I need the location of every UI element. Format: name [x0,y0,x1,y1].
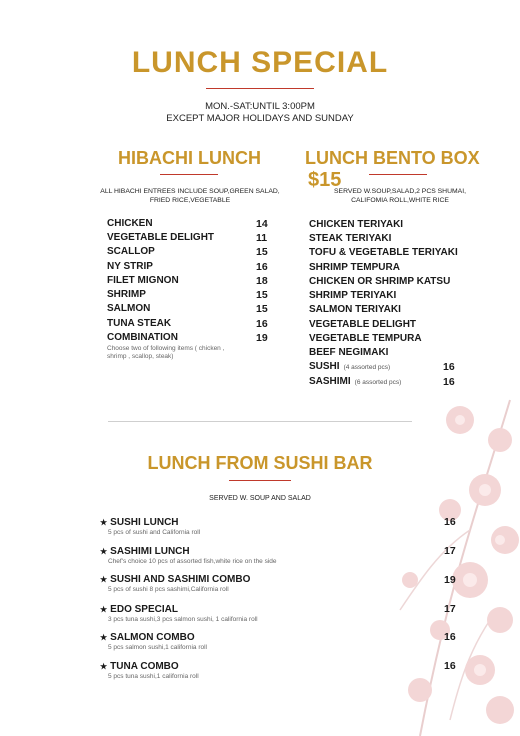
sushi-bar-item-name [100,546,190,557]
hours-line-1: MON.-SAT:UNTIL 3:00PM [205,101,315,112]
star-icon: ★ [100,662,108,671]
sushi-bar-item-name [100,574,250,585]
bento-item: CHICKEN TERIYAKI [309,219,404,230]
sushi-bar-underline [229,480,291,481]
sushi-bar-item-price: 17 [444,545,456,557]
hibachi-item-price: 11 [256,232,268,244]
sushi-bar-item-name [100,517,179,528]
sushi-bar-item-name [100,661,179,672]
star-icon: ★ [100,518,108,527]
bento-item: TOFU & VEGETABLE TERIYAKI [309,247,458,258]
hibachi-item-price: 15 [256,289,268,301]
sushi-bar-item-desc: 5 pcs of sushi and California roll [108,529,201,536]
bento-sushi-detail: (4 assorted pcs) [343,364,391,371]
bento-sashimi-name: SASHIMI [309,376,351,387]
hibachi-item-price: 16 [256,261,268,273]
star-icon: ★ [100,575,108,584]
bento-underline [369,174,427,175]
hibachi-item-name: VEGETABLE DELIGHT [107,232,215,243]
hibachi-item-price: 16 [256,318,268,330]
sushi-bar-item-name [100,632,195,643]
sushi-bar-item-price: 16 [444,660,456,672]
bento-title-text: LUNCH BENTO BOX [305,148,480,168]
hibachi-item-name: FILET MIGNON [107,275,179,286]
combination-desc-1: Choose two of following items ( chicken , [107,345,225,352]
bento-item: VEGETABLE DELIGHT [309,319,417,330]
star-icon: ★ [100,547,108,556]
page-title: LUNCH SPECIAL [131,46,389,79]
bento-note-1: SERVED W.SOUP,SALAD,2 PCS SHUMAI, [334,188,466,195]
bento-sashimi [309,376,401,387]
hibachi-item-name: SCALLOP [107,246,155,257]
sushi-bar-item-label: SASHIMI LUNCH [110,546,190,557]
hibachi-item-name: NY STRIP [107,261,153,272]
section-divider [108,421,412,422]
combination-desc-2: shrimp , scallop, steak) [107,353,174,360]
bento-price: $15 [308,169,342,191]
bento-sashimi-detail: (6 assorted pcs) [354,379,402,386]
bento-item: SALMON TERIYAKI [309,304,401,315]
hibachi-item-name: TUNA STEAK [107,318,172,329]
hibachi-note-2: FRIED RICE,VEGETABLE [149,197,231,204]
hibachi-item-price: 15 [256,246,268,258]
cherry-blossom-decoration [300,380,520,736]
sushi-bar-item-label: SUSHI LUNCH [110,517,179,528]
sushi-bar-item-desc: 5 pcs tuna sushi,1 california roll [108,673,199,680]
hibachi-item-price: 18 [256,275,268,287]
sushi-bar-item-label: EDO SPECIAL [110,604,178,615]
bento-item: VEGETABLE TEMPURA [309,333,422,344]
bento-item: SHRIMP TERIYAKI [309,290,397,301]
hibachi-item-price: 14 [256,218,268,230]
bento-sashimi-price: 16 [443,376,455,388]
sushi-bar-item-price: 17 [444,603,456,615]
sushi-bar-item-label: SALMON COMBO [110,632,195,643]
hibachi-item-price: 19 [256,332,268,344]
bento-item: STEAK TERIYAKI [309,233,392,244]
bento-title [305,148,520,192]
bento-item: SHRIMP TEMPURA [309,262,400,273]
sushi-bar-item-price: 19 [444,574,456,586]
sushi-bar-item-desc: Chef's choice 10 pcs of assorted fish,white rice on the side [108,558,277,565]
sushi-bar-item-price: 16 [444,516,456,528]
sushi-bar-item-desc: 5 pcs salmon sushi,1 california roll [108,644,207,651]
sushi-bar-item-label: TUNA COMBO [110,661,179,672]
star-icon: ★ [100,633,108,642]
hibachi-item-name: COMBINATION [107,332,178,343]
hours-line-2: EXCEPT MAJOR HOLIDAYS AND SUNDAY [166,113,354,124]
hibachi-item-name: SHRIMP [107,289,146,300]
sushi-bar-item-desc: 3 pcs tuna sushi,3 pcs salmon sushi, 1 california roll [108,616,258,623]
sushi-bar-item-price: 16 [444,631,456,643]
bento-item: BEEF NEGIMAKI [309,347,389,358]
hibachi-underline [160,174,218,175]
hibachi-item-name: CHICKEN [107,218,153,229]
title-underline [206,88,314,89]
hibachi-note-1: ALL HIBACHI ENTREES INCLUDE SOUP,GREEN SALAD, [100,188,280,195]
sushi-bar-note: SERVED W. SOUP AND SALAD [209,495,311,502]
sushi-bar-title: LUNCH FROM SUSHI BAR [147,453,373,473]
sushi-bar-item-name [100,604,178,615]
star-icon: ★ [100,605,108,614]
sushi-bar-item-label: SUSHI AND SASHIMI COMBO [110,574,251,585]
hibachi-item-price: 15 [256,303,268,315]
hibachi-title: HIBACHI LUNCH [118,148,261,168]
bento-sushi [309,361,390,372]
sushi-bar-item-desc: 5 pcs of sushi 8 pcs sashimi,California roll [108,586,229,593]
bento-sushi-price: 16 [443,361,455,373]
bento-note-2: CALIFOMIA ROLL,WHITE RICE [351,197,449,204]
bento-sushi-name: SUSHI [309,361,340,372]
bento-item: CHICKEN OR SHRIMP KATSU [309,276,451,287]
hibachi-item-name: SALMON [107,303,151,314]
